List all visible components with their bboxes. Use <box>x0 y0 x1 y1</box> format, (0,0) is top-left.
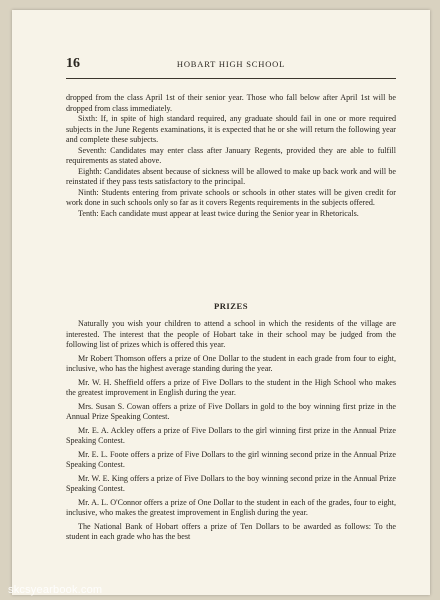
rule-paragraph: Eighth: Candidates absent because of sickness will be allowed to make up back work and will be reinstated if they pass tests satisfactory to the principal. <box>66 166 396 186</box>
prize-paragraph: Mr. E. A. Ackley offers a prize of Five Dollars to the girl winning first prize in the Annual Prize Speaking Contest. <box>66 425 396 445</box>
header-rule <box>66 78 396 79</box>
prize-paragraph: Mr Robert Thomson offers a prize of One Dollar to the student in each grade from four to eight, inclusive, who has the highest average standing during the year. <box>66 353 396 373</box>
prize-paragraph: Mrs. Susan S. Cowan offers a prize of Five Dollars in gold to the boy winning first prize in the Annual Prize Speaking Contest. <box>66 401 396 421</box>
prizes-heading: PRIZES <box>213 301 249 311</box>
prize-paragraph: Mr. W. H. Sheffield offers a prize of Five Dollars to the student in the High School who makes the greatest improvement in English during the year. <box>66 377 396 397</box>
rules-section <box>66 93 396 219</box>
prize-paragraph: The National Bank of Hobart offers a prize of Ten Dollars to be awarded as follows: To the student in each grade who has the best <box>66 521 396 541</box>
rule-paragraph: Seventh: Candidates may enter class after January Regents, provided they are able to fulfill requirements as stated above. <box>66 145 396 165</box>
rule-paragraph: Tenth: Each candidate must appear at least twice during the Senior year in Rhetoricals. <box>78 208 359 218</box>
page-header <box>66 56 396 72</box>
prize-paragraph: Mr. A. L. O'Connor offers a prize of One Dollar to the student in each of the grades, four to eight, inclusive, who makes the greatest improvement in English during the year. <box>66 497 396 517</box>
prize-paragraph: Naturally you wish your children to attend a school in which the residents of the village are interested. The interest that the people of Hobart take in their school may be judged from the following list of prizes which is offered this year. <box>66 319 396 349</box>
prize-paragraph: Mr. E. L. Foote offers a prize of Five Dollars to the girl winning second prize in the Annual Prize Speaking Contest. <box>66 449 396 469</box>
prize-paragraph: Mr. W. E. King offers a prize of Five Dollars to the boy winning second prize in the Annual Prize Speaking Contest. <box>66 473 396 493</box>
site-watermark: skcsyearbook.com <box>8 584 103 596</box>
prizes-section <box>66 319 396 543</box>
rule-paragraph: Ninth: Students entering from private schools or schools in other states will be given credit for work done in such schools only so far as it covers Regents requirements in the subjects offered. <box>66 187 396 207</box>
running-title: HOBART HIGH SCHOOL <box>176 59 286 69</box>
rule-paragraph: dropped from the class April 1st of their senior year. Those who fall below after April 1st will be dropped from class immediately. <box>66 93 396 113</box>
page-number: 16 <box>66 56 80 71</box>
rule-paragraph: Sixth: If, in spite of high standard required, any graduate should fail in one or more required subjects in the June Regents examinations, it is expected that he or she will return the following year and complete these subjects. <box>66 114 396 144</box>
